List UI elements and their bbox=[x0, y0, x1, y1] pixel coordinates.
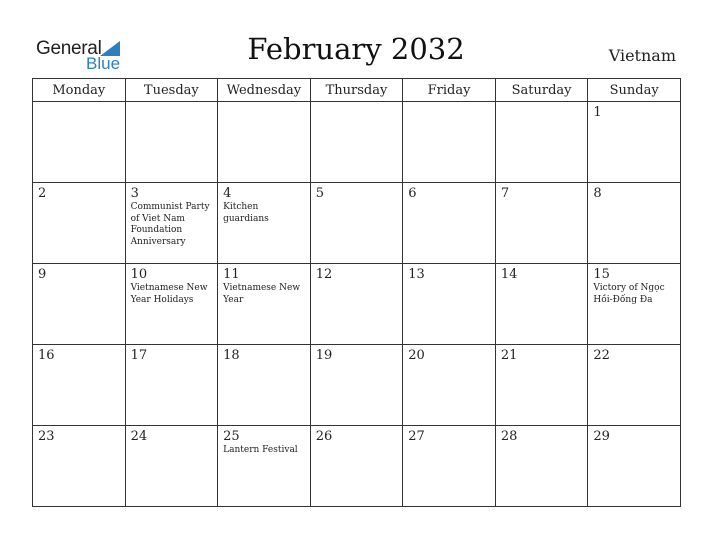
day-cell bbox=[33, 102, 126, 183]
day-cell bbox=[218, 426, 311, 507]
logo-word-general: General bbox=[36, 38, 102, 59]
day-number: 22 bbox=[593, 348, 610, 363]
holiday-label: Victory of Ngọc Hồi-Đống Đa bbox=[593, 283, 665, 305]
day-number: 24 bbox=[130, 429, 148, 444]
day-cell bbox=[218, 345, 311, 426]
day-number: 21 bbox=[500, 348, 518, 363]
weekday-header: Thursday bbox=[310, 79, 403, 102]
holiday-label: Kitchen guardians bbox=[223, 202, 269, 224]
day-cell bbox=[310, 102, 403, 183]
day-number: 29 bbox=[593, 429, 610, 444]
day-number: 2 bbox=[38, 186, 47, 201]
day-number: 6 bbox=[408, 186, 417, 201]
day-cell bbox=[588, 264, 681, 345]
day-number: 18 bbox=[223, 348, 240, 363]
day-number: 23 bbox=[38, 429, 55, 444]
day-number: 11 bbox=[223, 267, 240, 282]
weekday-header: Friday bbox=[403, 79, 496, 102]
day-number: 25 bbox=[223, 429, 240, 444]
day-number: 5 bbox=[315, 186, 324, 201]
weekday-header: Sunday bbox=[588, 79, 681, 102]
day-number: 14 bbox=[500, 267, 518, 282]
day-cell bbox=[125, 264, 218, 345]
day-cell bbox=[403, 102, 496, 183]
day-cell bbox=[403, 183, 496, 264]
day-number: 3 bbox=[130, 186, 139, 201]
day-cell bbox=[588, 345, 681, 426]
day-cell bbox=[310, 183, 403, 264]
day-cell bbox=[33, 264, 126, 345]
day-cell bbox=[403, 345, 496, 426]
weekday-header: Monday bbox=[33, 79, 126, 102]
holiday-label: Communist Party of Viet Nam Foundation Anniversary bbox=[130, 202, 210, 247]
day-cell bbox=[588, 183, 681, 264]
calendar-title: February 2032 bbox=[247, 32, 465, 66]
day-number: 7 bbox=[500, 186, 510, 201]
day-cell bbox=[403, 426, 496, 507]
day-number: 12 bbox=[315, 267, 333, 282]
day-cell bbox=[125, 345, 218, 426]
day-number: 17 bbox=[130, 348, 148, 363]
day-cell bbox=[588, 102, 681, 183]
day-number: 4 bbox=[223, 186, 232, 201]
week-row bbox=[33, 183, 681, 264]
day-number: 10 bbox=[130, 267, 148, 282]
holiday-label: Vietnamese New Year Holidays bbox=[130, 283, 208, 305]
holiday-label: Lantern Festival bbox=[223, 445, 298, 455]
day-number: 9 bbox=[38, 267, 47, 282]
weekday-header: Wednesday bbox=[218, 79, 311, 102]
day-cell bbox=[33, 345, 126, 426]
day-cell bbox=[218, 102, 311, 183]
day-cell bbox=[310, 345, 403, 426]
day-number: 26 bbox=[315, 429, 333, 444]
day-number: 16 bbox=[38, 348, 55, 363]
day-number: 27 bbox=[408, 429, 425, 444]
day-cell bbox=[495, 102, 588, 183]
day-number: 1 bbox=[593, 105, 602, 120]
day-cell bbox=[588, 426, 681, 507]
day-cell bbox=[218, 264, 311, 345]
day-cell bbox=[310, 264, 403, 345]
day-cell bbox=[495, 264, 588, 345]
day-cell bbox=[495, 345, 588, 426]
day-cell bbox=[125, 183, 218, 264]
day-cell bbox=[403, 264, 496, 345]
day-cell bbox=[125, 102, 218, 183]
day-number: 8 bbox=[593, 186, 602, 201]
week-row bbox=[33, 102, 681, 183]
week-row bbox=[33, 345, 681, 426]
day-number: 13 bbox=[408, 267, 425, 282]
country-label: Vietnam bbox=[608, 46, 676, 65]
day-cell bbox=[495, 426, 588, 507]
holiday-label: Vietnamese New Year bbox=[223, 283, 301, 305]
day-number: 20 bbox=[408, 348, 425, 363]
weekday-header: Saturday bbox=[495, 79, 588, 102]
weekday-header-row bbox=[33, 79, 681, 102]
day-cell bbox=[125, 426, 218, 507]
day-number: 28 bbox=[500, 429, 518, 444]
logo-word-blue: Blue bbox=[86, 54, 121, 73]
day-cell bbox=[310, 426, 403, 507]
weekday-header: Tuesday bbox=[125, 79, 218, 102]
day-cell bbox=[218, 183, 311, 264]
day-cell bbox=[33, 426, 126, 507]
calendar-grid bbox=[32, 78, 681, 507]
day-cell bbox=[495, 183, 588, 264]
week-row bbox=[33, 264, 681, 345]
day-cell bbox=[33, 183, 126, 264]
week-row bbox=[33, 426, 681, 507]
day-number: 15 bbox=[593, 267, 610, 282]
day-number: 19 bbox=[315, 348, 333, 363]
